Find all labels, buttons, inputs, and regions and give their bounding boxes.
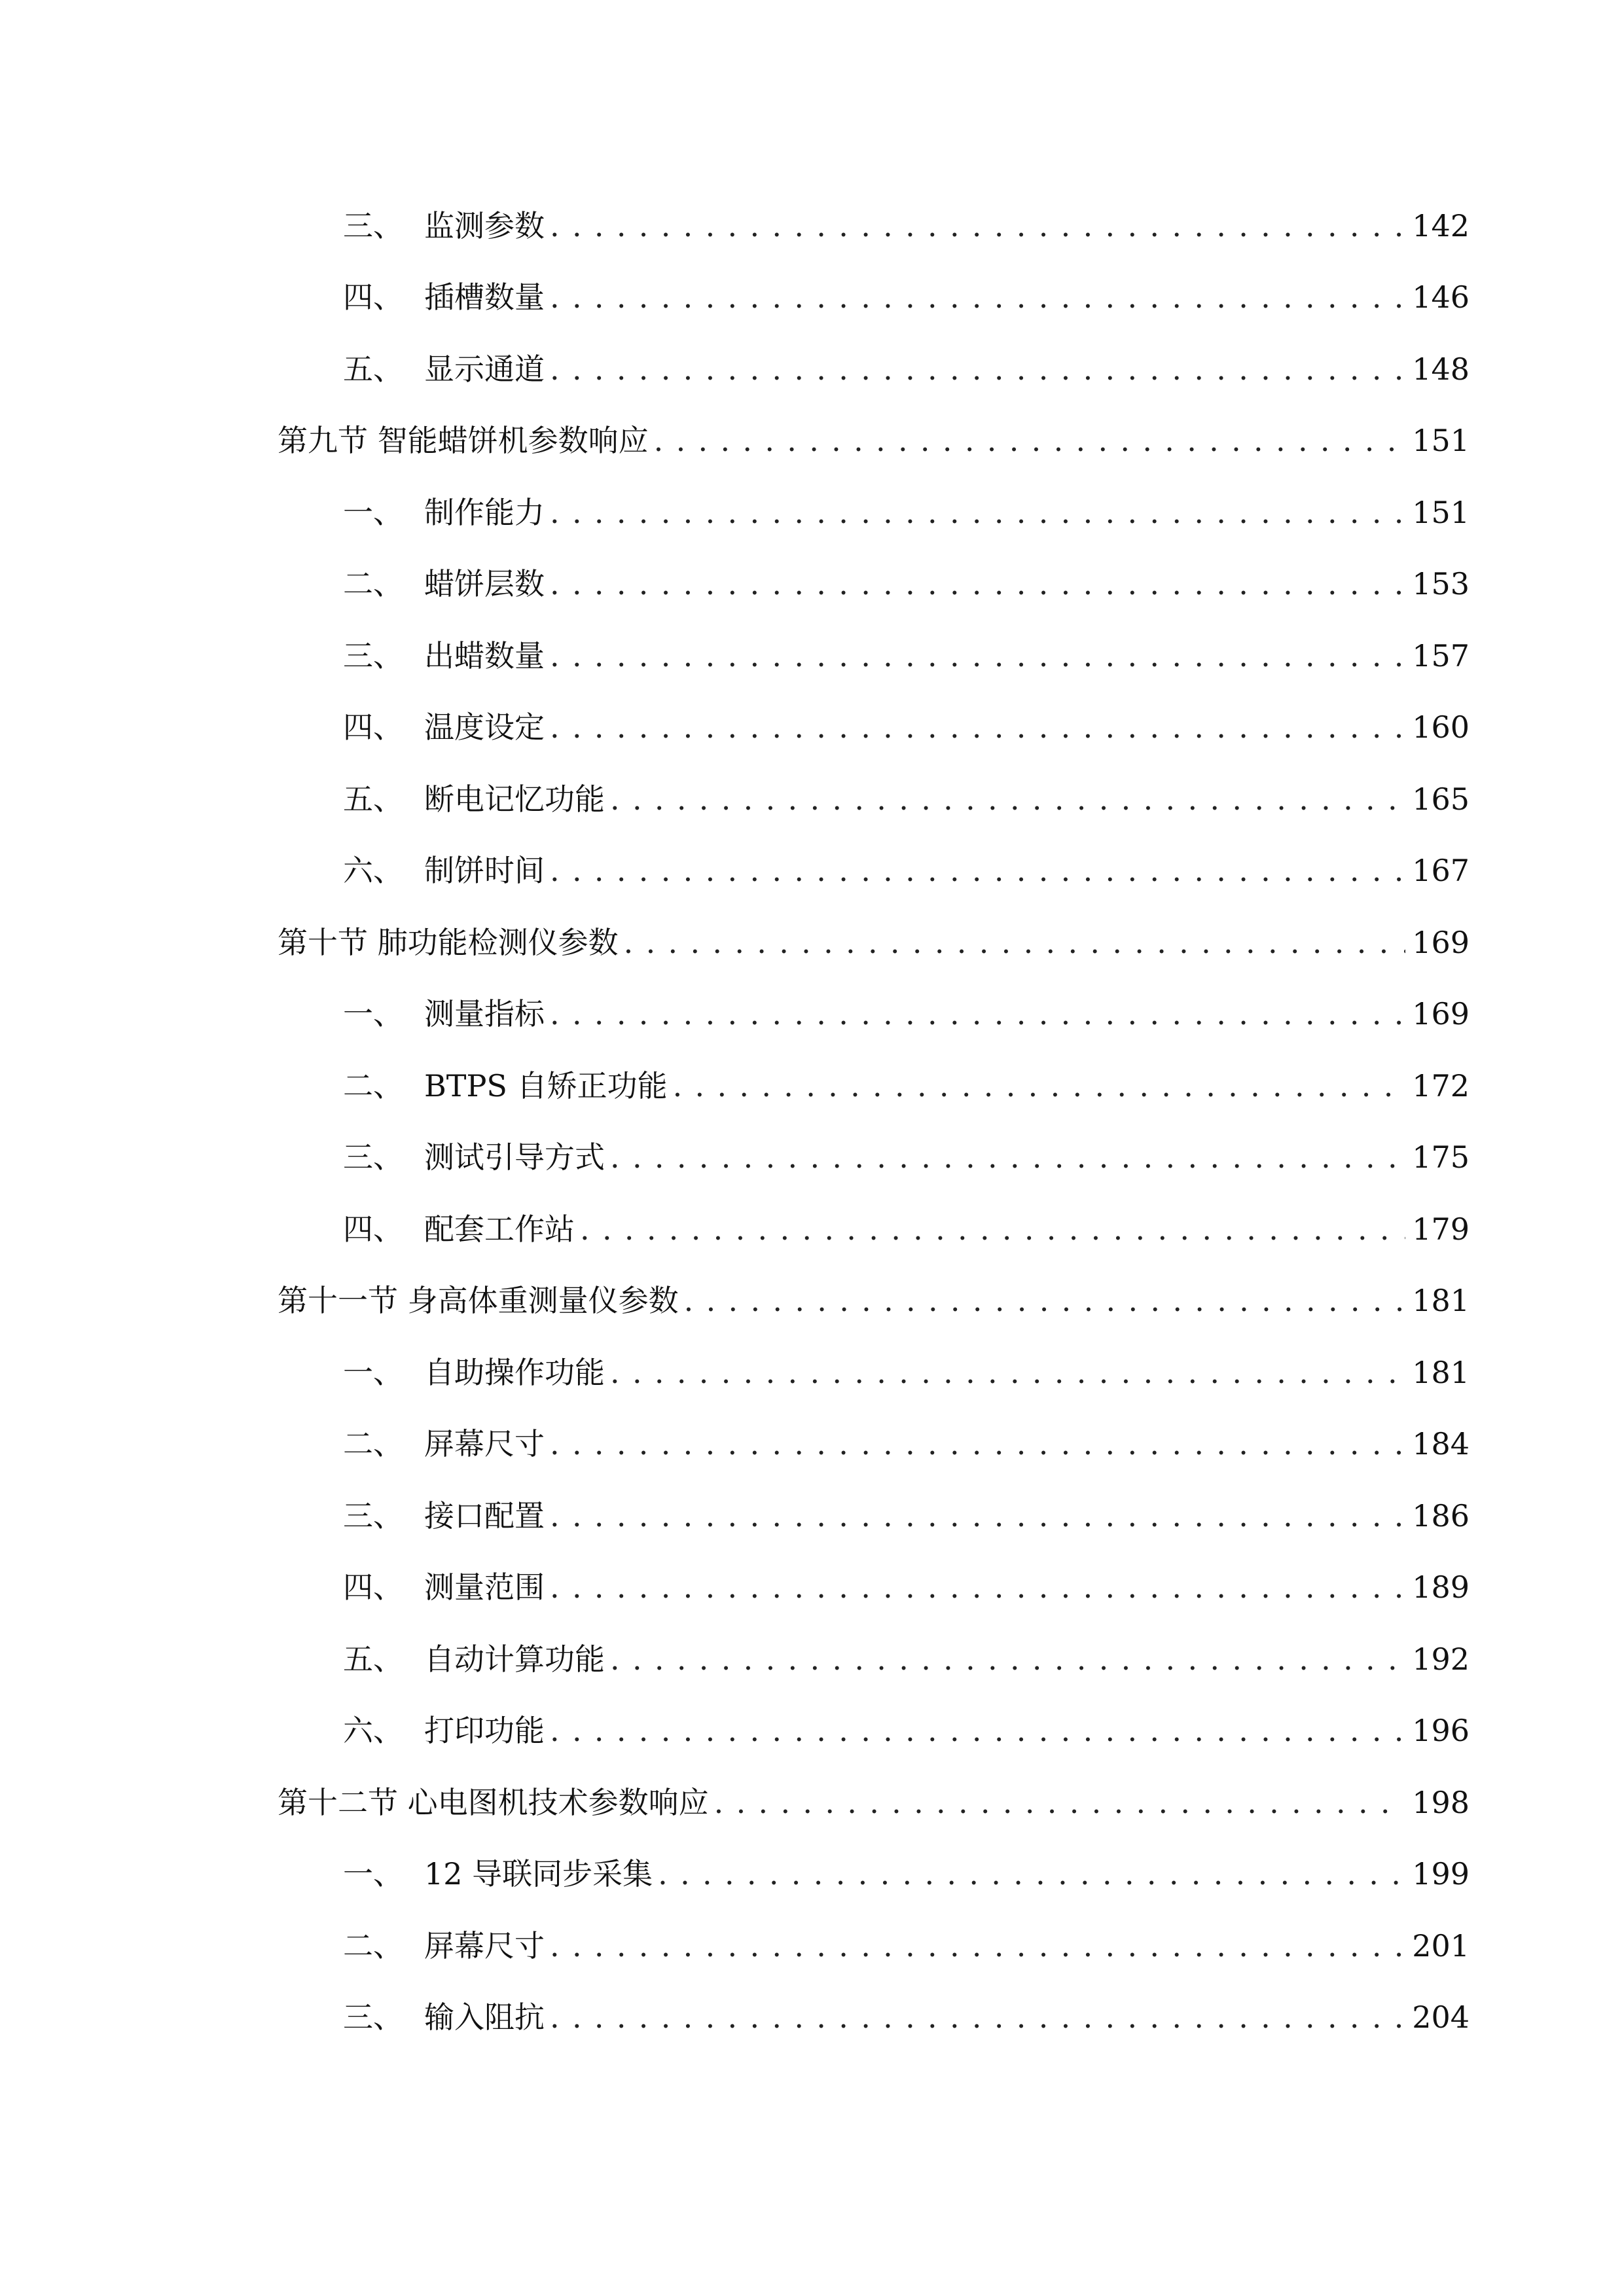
toc-entry-marker: 二、	[343, 1067, 403, 1103]
toc-entry-title: 断电记忆功能	[424, 781, 605, 817]
dot-leader	[550, 206, 1405, 245]
dot-leader	[550, 564, 1405, 603]
toc-entry-title: 监测参数	[424, 207, 545, 243]
dot-leader	[550, 1424, 1405, 1463]
toc-entry-page-number: 184	[1412, 1426, 1470, 1462]
toc-entry-title: 配套工作站	[424, 1211, 575, 1247]
toc-entry[interactable]	[0, 978, 1624, 1050]
toc-entry-page-number: 199	[1412, 1856, 1470, 1892]
toc-entry-title: 输入阻抗	[424, 2000, 545, 2036]
dot-leader	[550, 1998, 1405, 2037]
toc-entry[interactable]	[0, 835, 1624, 907]
dot-leader	[673, 1066, 1406, 1105]
dot-leader	[550, 350, 1405, 389]
toc-entry-page-number: 169	[1412, 924, 1470, 960]
toc-entry-page-number: 148	[1412, 351, 1470, 387]
toc-section-entry[interactable]	[0, 1265, 1624, 1337]
toc-section-title: 第十二节 心电图机技术参数响应	[278, 1784, 709, 1820]
toc-entry-line	[424, 350, 1470, 389]
toc-entry-line	[424, 1496, 1470, 1535]
toc-entry[interactable]	[0, 692, 1624, 764]
dot-leader	[550, 1568, 1405, 1607]
toc-entry-page-number: 169	[1412, 996, 1470, 1032]
toc-entry-title: 出蜡数量	[424, 637, 545, 673]
toc-entry[interactable]	[0, 476, 1624, 548]
toc-entry-title: 制饼时间	[424, 853, 545, 889]
toc-entry-page-number: 151	[1412, 494, 1470, 530]
toc-entry[interactable]	[0, 1910, 1624, 1982]
toc-entry-title: 自助操作功能	[424, 1354, 605, 1390]
dot-leader	[610, 1640, 1405, 1679]
toc-entry-title: 蜡饼层数	[424, 566, 545, 602]
toc-entry-line	[424, 278, 1470, 317]
toc-entry-title: 温度设定	[424, 709, 545, 745]
toc-entry-line	[424, 1854, 1470, 1893]
toc-section-entry[interactable]	[0, 906, 1624, 978]
toc-section-title: 第十一节 身高体重测量仪参数	[278, 1283, 679, 1319]
dot-leader	[550, 851, 1405, 890]
toc-entry-page-number: 179	[1412, 1211, 1470, 1247]
toc-entry-title: 自动计算功能	[424, 1641, 605, 1677]
toc-entry[interactable]	[0, 1408, 1624, 1480]
toc-entry-title: 制作能力	[424, 494, 545, 530]
dot-leader	[610, 780, 1405, 819]
toc-entry[interactable]	[0, 763, 1624, 835]
toc-entry-page-number: 153	[1412, 566, 1470, 602]
toc-entry-line	[424, 780, 1470, 819]
dot-leader	[610, 1138, 1405, 1177]
dot-leader	[610, 1353, 1405, 1392]
toc-entry-page-number: 160	[1412, 709, 1470, 745]
toc-entry-page-number: 172	[1412, 1067, 1470, 1103]
toc-entry-marker: 三、	[343, 1498, 403, 1534]
toc-section-entry[interactable]	[0, 405, 1624, 477]
toc-entry[interactable]	[0, 1552, 1624, 1624]
toc-entry-page-number: 181	[1412, 1283, 1470, 1319]
toc-entry[interactable]	[0, 620, 1624, 692]
toc-entry-marker: 一、	[343, 996, 403, 1032]
toc-entry-line	[424, 1711, 1470, 1750]
toc-entry-page-number: 151	[1412, 423, 1470, 459]
toc-entry[interactable]	[0, 1193, 1624, 1265]
toc-entry-page-number: 198	[1412, 1784, 1470, 1820]
toc-entry-page-number: 181	[1412, 1354, 1470, 1390]
toc-entry[interactable]	[0, 1982, 1624, 2054]
dot-leader	[550, 1711, 1405, 1750]
toc-entry-marker: 四、	[343, 1211, 403, 1247]
toc-entry-title: 插槽数量	[424, 279, 545, 315]
toc-entry[interactable]	[0, 1839, 1624, 1910]
dot-leader	[658, 1854, 1405, 1893]
dot-leader	[550, 636, 1405, 675]
toc-entry-page-number: 175	[1412, 1139, 1470, 1175]
toc-entry-line	[278, 421, 1470, 460]
toc-entry-line	[424, 1926, 1470, 1965]
toc-entry-line	[424, 1138, 1470, 1177]
dot-leader	[550, 1926, 1405, 1965]
toc-entry[interactable]	[0, 1480, 1624, 1552]
toc-entry[interactable]	[0, 262, 1624, 334]
toc-entry-marker: 六、	[343, 853, 403, 889]
toc-entry-marker: 五、	[343, 1641, 403, 1677]
toc-entry-marker: 三、	[343, 2000, 403, 2036]
dot-leader	[714, 1783, 1406, 1822]
toc-entry[interactable]	[0, 1336, 1624, 1408]
toc-entry-page-number: 167	[1412, 853, 1470, 889]
toc-entry-marker: 四、	[343, 1570, 403, 1605]
toc-section-title: 第九节 智能蜡饼机参数响应	[278, 423, 649, 459]
toc-entry-marker: 二、	[343, 1928, 403, 1964]
toc-entry-page-number: 165	[1412, 781, 1470, 817]
table-of-contents	[0, 190, 1624, 2053]
toc-entry-marker: 一、	[343, 494, 403, 530]
dot-leader	[580, 1210, 1405, 1249]
toc-entry-page-number: 204	[1412, 2000, 1470, 2036]
toc-entry-marker: 六、	[343, 1713, 403, 1749]
toc-entry-line	[424, 1998, 1470, 2037]
toc-entry-line	[424, 636, 1470, 675]
toc-entry-page-number: 157	[1412, 637, 1470, 673]
toc-entry-title: 测试引导方式	[424, 1139, 605, 1175]
toc-entry[interactable]	[0, 1050, 1624, 1122]
toc-entry-line	[278, 923, 1470, 962]
toc-entry[interactable]	[0, 333, 1624, 405]
toc-entry-line	[424, 493, 1470, 532]
toc-entry-line	[424, 1066, 1470, 1105]
toc-entry[interactable]	[0, 548, 1624, 620]
toc-entry-line	[424, 708, 1470, 747]
toc-entry-line	[424, 1424, 1470, 1463]
toc-entry-title: 打印功能	[424, 1713, 545, 1749]
toc-entry-marker: 五、	[343, 781, 403, 817]
toc-entry-marker: 二、	[343, 566, 403, 602]
toc-entry[interactable]	[0, 1623, 1624, 1695]
toc-entry-line	[424, 206, 1470, 245]
toc-entry-line	[278, 1281, 1470, 1320]
toc-entry-marker: 四、	[343, 709, 403, 745]
toc-entry-page-number: 186	[1412, 1498, 1470, 1534]
toc-entry-line	[424, 1640, 1470, 1679]
toc-entry-page-number: 192	[1412, 1641, 1470, 1677]
toc-entry-line	[278, 1783, 1470, 1822]
dot-leader	[654, 421, 1406, 460]
toc-entry-page-number: 196	[1412, 1713, 1470, 1749]
toc-entry-title: 12 导联同步采集	[424, 1856, 653, 1892]
toc-entry-title: 测量范围	[424, 1570, 545, 1605]
toc-section-title: 第十节 肺功能检测仪参数	[278, 924, 619, 960]
toc-entry-title: 屏幕尺寸	[424, 1426, 545, 1462]
dot-leader	[550, 708, 1405, 747]
toc-entry-page-number: 146	[1412, 279, 1470, 315]
toc-entry-marker: 一、	[343, 1856, 403, 1892]
toc-entry-page-number: 201	[1412, 1928, 1470, 1964]
toc-entry-title: 显示通道	[424, 351, 545, 387]
toc-entry-line	[424, 1568, 1470, 1607]
dot-leader	[550, 994, 1405, 1033]
toc-entry-title: BTPS 自矫正功能	[424, 1067, 668, 1103]
toc-entry-title: 屏幕尺寸	[424, 1928, 545, 1964]
toc-entry-marker: 三、	[343, 1139, 403, 1175]
toc-entry[interactable]	[0, 1122, 1624, 1194]
dot-leader	[624, 923, 1406, 962]
dot-leader	[550, 1496, 1405, 1535]
toc-entry[interactable]	[0, 190, 1624, 262]
dot-leader	[684, 1281, 1406, 1320]
toc-entry-page-number: 189	[1412, 1570, 1470, 1605]
toc-entry-marker: 三、	[343, 637, 403, 673]
toc-entry-line	[424, 1210, 1470, 1249]
toc-entry-marker: 五、	[343, 351, 403, 387]
toc-entry-line	[424, 1353, 1470, 1392]
toc-entry-title: 接口配置	[424, 1498, 545, 1534]
toc-entry-marker: 四、	[343, 279, 403, 315]
toc-entry-line	[424, 994, 1470, 1033]
toc-section-entry[interactable]	[0, 1767, 1624, 1839]
toc-entry-title: 测量指标	[424, 996, 545, 1032]
toc-entry[interactable]	[0, 1695, 1624, 1767]
toc-entry-marker: 一、	[343, 1354, 403, 1390]
toc-entry-page-number: 142	[1412, 207, 1470, 243]
toc-entry-line	[424, 851, 1470, 890]
toc-entry-marker: 二、	[343, 1426, 403, 1462]
dot-leader	[550, 493, 1405, 532]
dot-leader	[550, 278, 1405, 317]
toc-entry-line	[424, 564, 1470, 603]
toc-entry-marker: 三、	[343, 207, 403, 243]
